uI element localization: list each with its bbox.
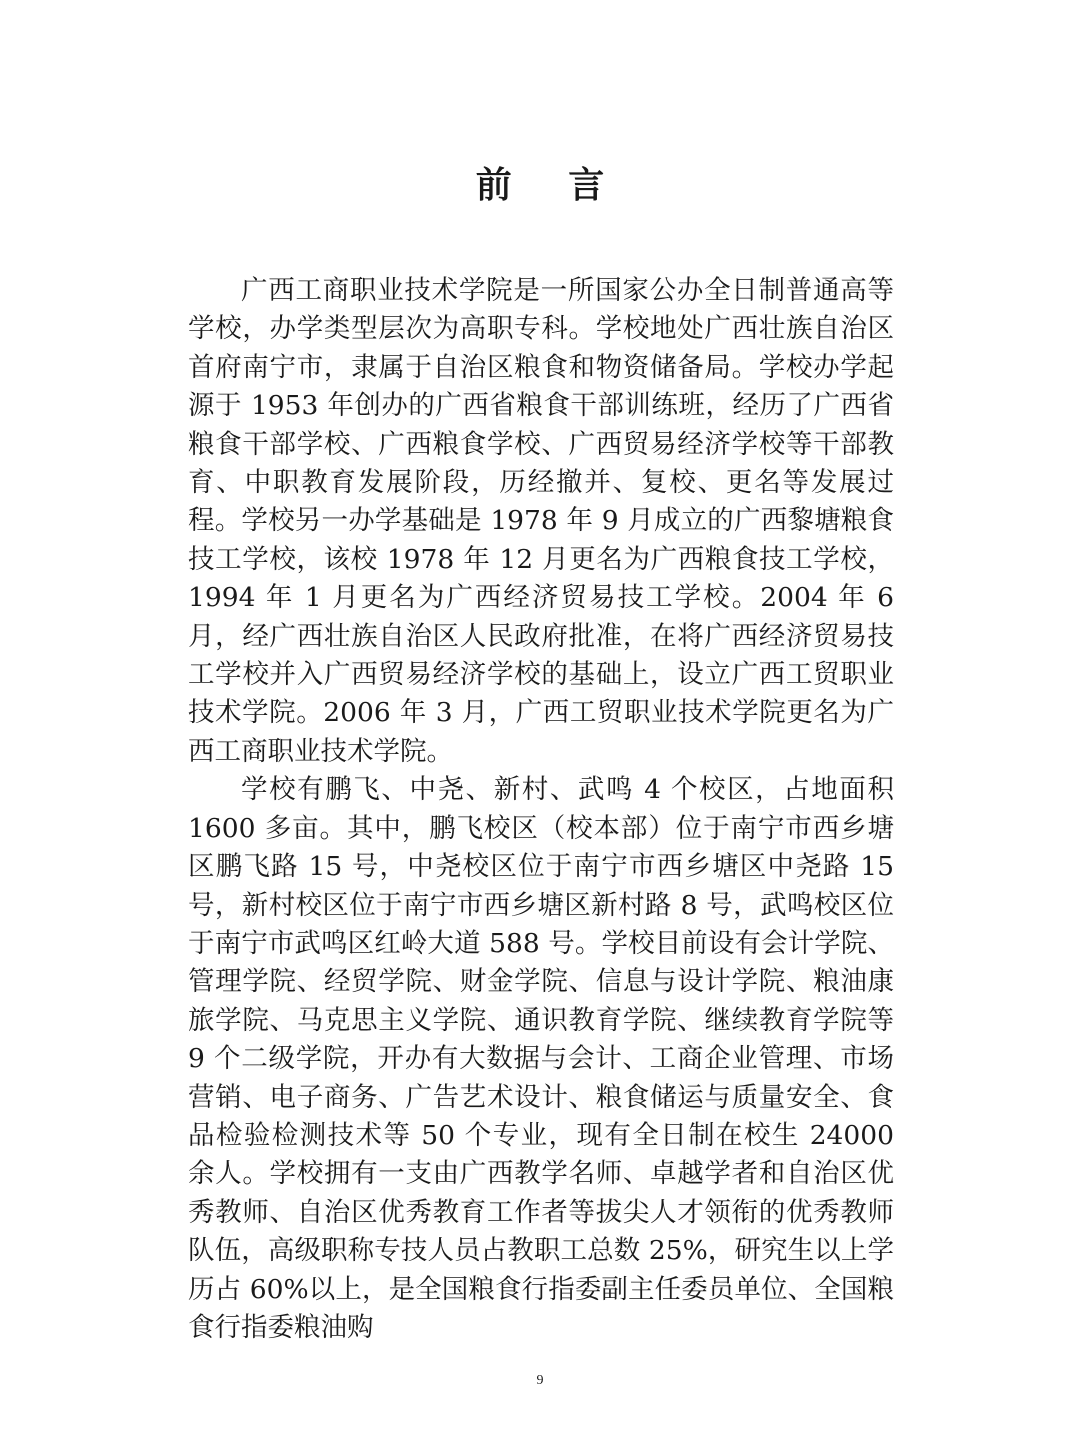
page-title: 前 言 [475,165,627,206]
paragraph-1: 广西工商职业技术学院是一所国家公办全日制普通高等学校，办学类型层次为高职专科。学校地处广西壮族自治区首府南宁市，隶属于自治区粮食和物资储备局。学校办学起源于 1953 年创办的广西省粮食干部训练班，经历了广西省粮食干部学校、广西粮食学校、广西贸易经济学校等干部教育、中职教育发展阶段，历经撤并、复校、更名等发展过程。学校另一办学基础是 1978 年 9 月成立的广西黎塘粮食技工学校，该校 1978 年 12 月更名为广西粮食技工学校，1994 年 1 月更名为广西经济贸易技工学校。2004 年 6 月，经广西壮族自治区人民政府批准，在将广西经济贸易技工学校并入广西贸易经济学校的基础上，设立广西工贸职业技术学院。2006 年 3 月，广西工贸职业技术学院更名为广西工商职业技术学院。 [188,275,894,767]
page-number: 9 [536,1373,544,1388]
paragraph-2: 学校有鹏飞、中尧、新村、武鸣 4 个校区，占地面积 1600 多亩。其中，鹏飞校区（校本部）位于南宁市西乡塘区鹏飞路 15 号，中尧校区位于南宁市西乡塘区中尧路 15 号，新村校区位于南宁市西乡塘区新村路 8 号，武鸣校区位于南宁市武鸣区红岭大道 588 号。学校目前设有会计学院、管理学院、经贸学院、财金学院、信息与设计学院、粮油康旅学院、马克思主义学院、通识教育学院、继续教育学院等 9 个二级学院，开办有大数据与会计、工商企业管理、市场营销、电子商务、广告艺术设计、粮食储运与质量安全、食品检验检测技术等 50 个专业，现有全日制在校生 24000 余人。学校拥有一支由广西教学名师、卓越学者和自治区优秀教师、自治区优秀教育工作者等拔尖人才领衔的优秀教师队伍，高级职称专技人员占教职工总数 25%，研究生以上学历占 60%以上，是全国粮食行指委副主任委员单位、全国粮食行指委粮油购 [188,774,894,1343]
body-text [188,272,894,1347]
